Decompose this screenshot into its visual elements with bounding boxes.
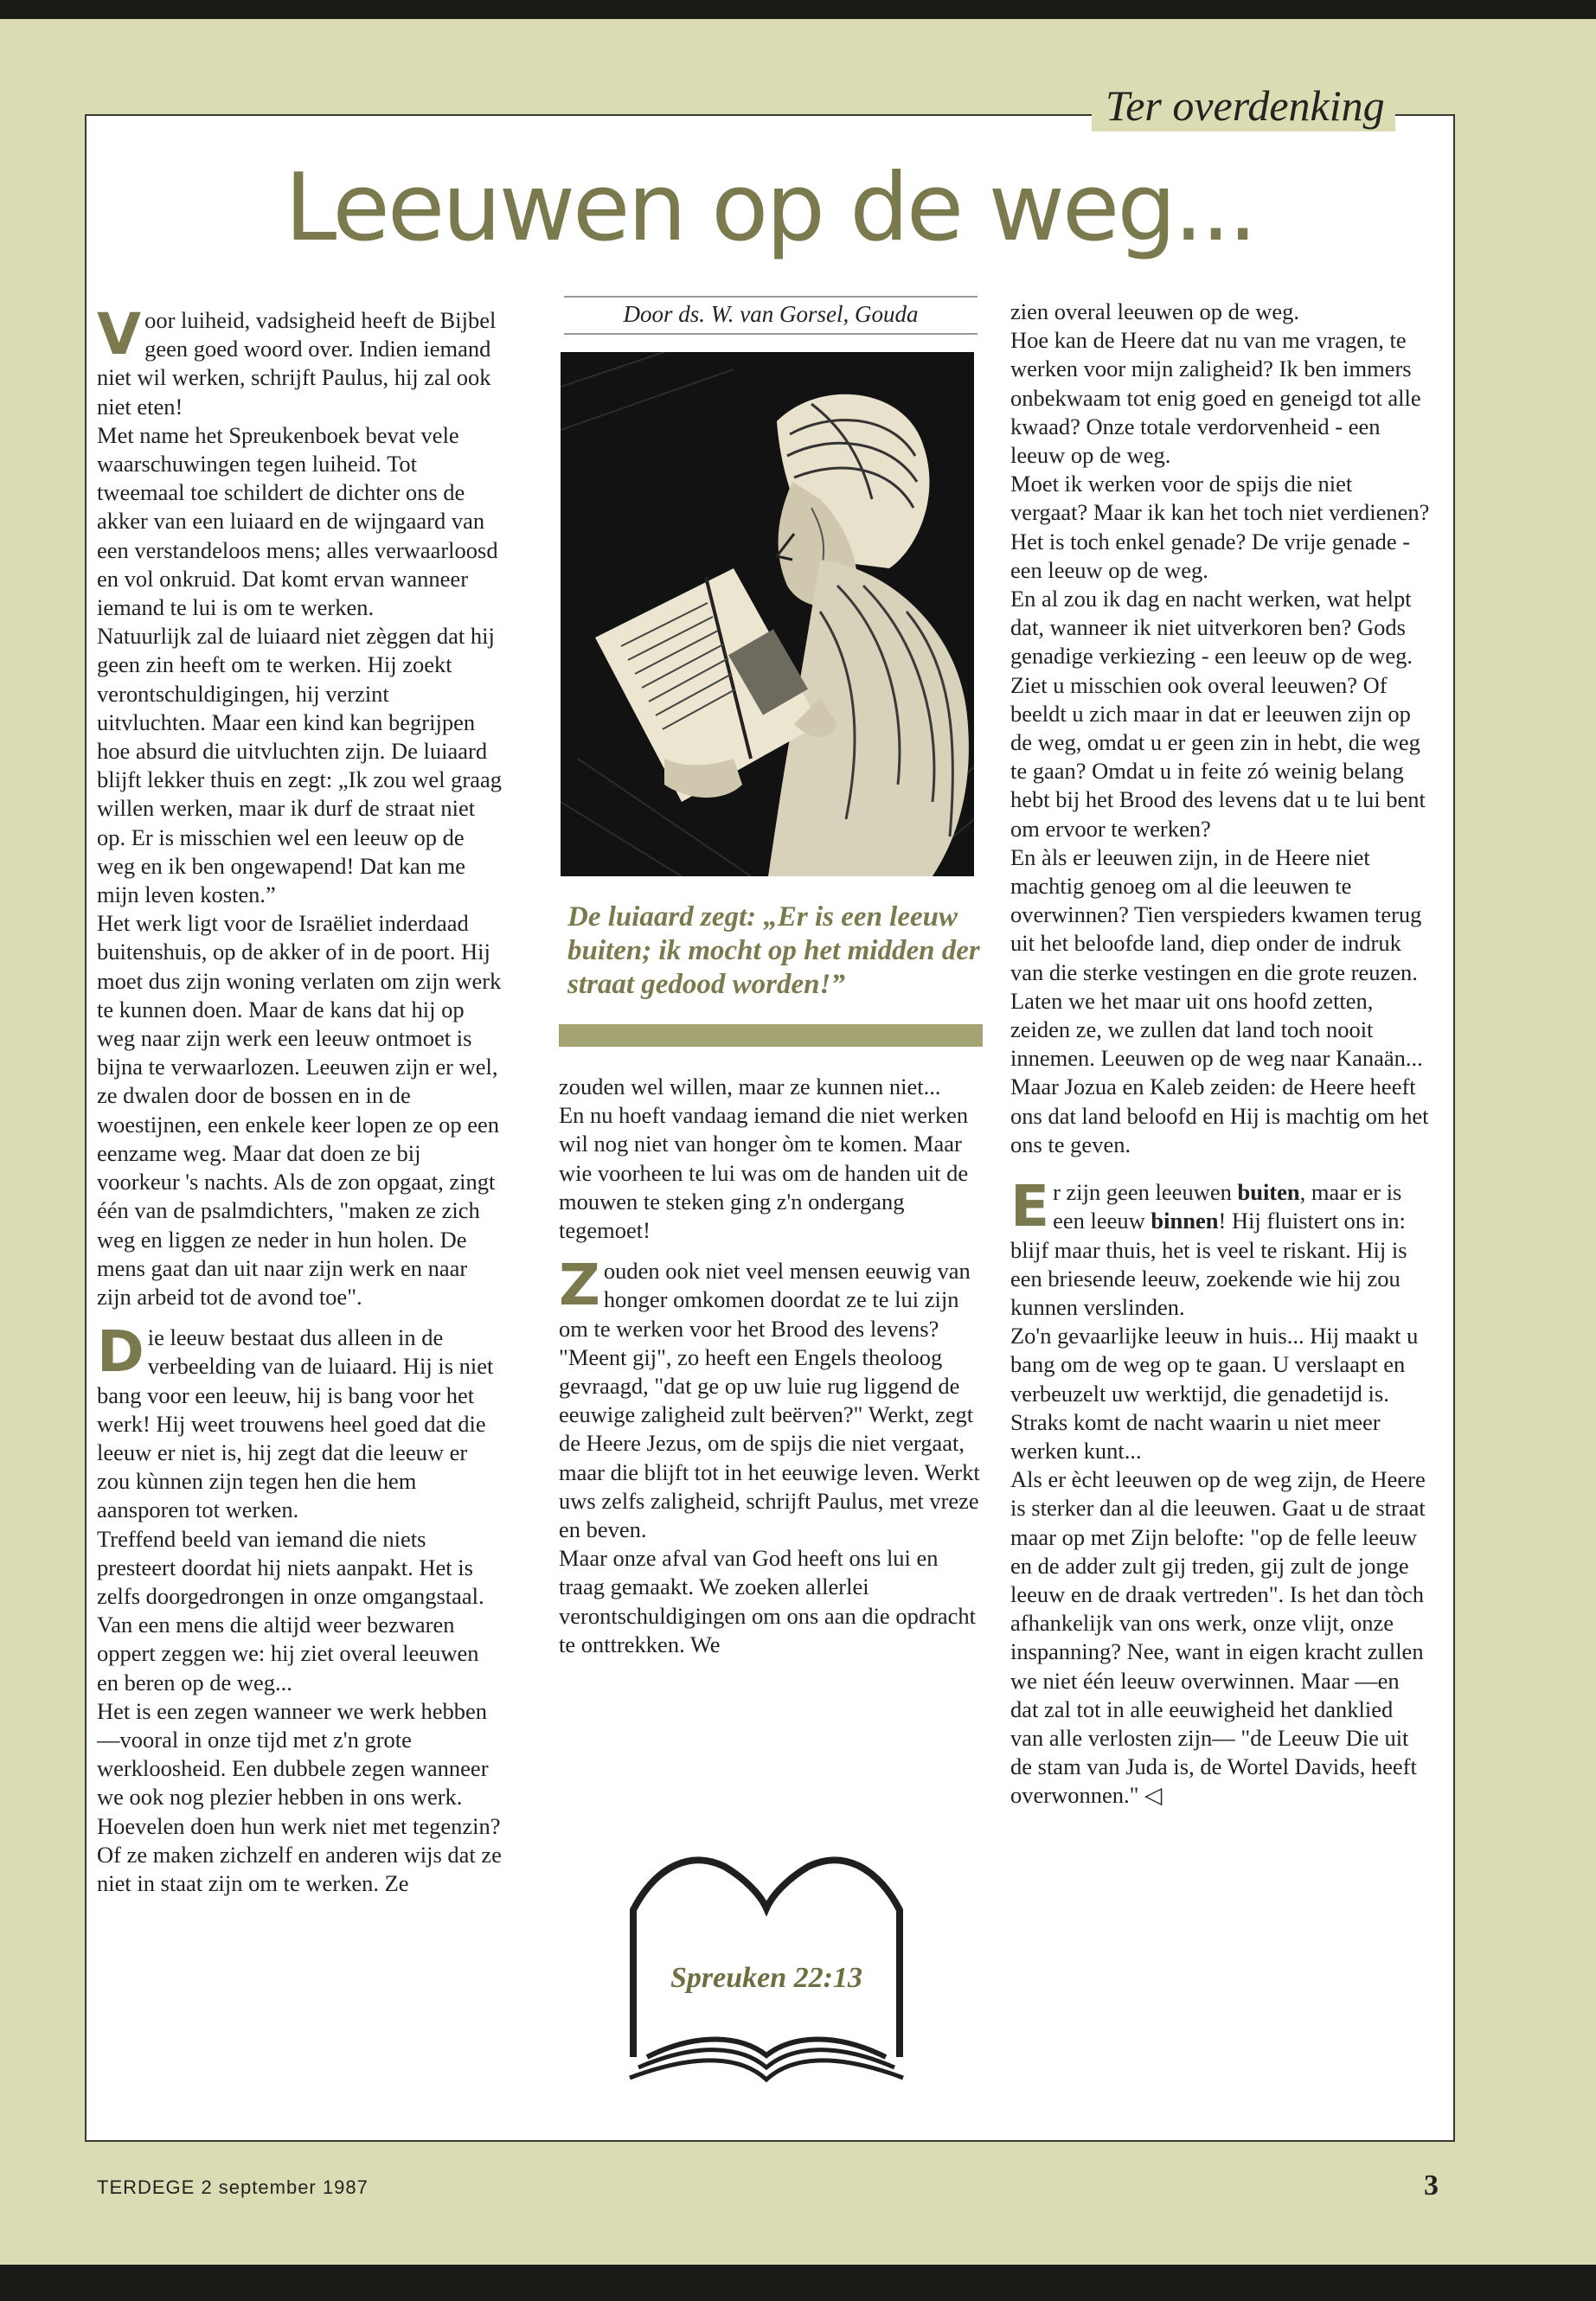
accent-bar (559, 1024, 983, 1047)
paragraph: Zouden ook niet veel mensen eeuwig van honger omkomen doordat ze te lui zijn om te werken voor het Brood des levens? "Meent gij", zo heeft een Engels theoloog gevraagd, "dat ge op uw luie rug liggend de eeuwige zaligheid zult beërven?" Werkt, zegt de Heere Jezus, om de spijs die niet vergaat, maar die blijft tot in het eeuwige leven. Werkt uws zelfs zaligheid, schrijft Paulus, met vreze en beven. (559, 1252, 980, 1543)
paragraph: Er zijn geen leeuwen buiten, maar er is een leeuw binnen! Hij fluistert ons in: blijf maar thuis, het is veel te riskant. Hij is een briesende leeuw, zoekende wie hij zou kunnen verslinden. (1010, 1173, 1407, 1320)
drop-cap: V (97, 301, 142, 368)
paragraph: En nu hoeft vandaag iemand die niet werken wil nog niet van honger òm te komen. Maar wie voorheen te lui was om de handen uit de mouwen te steken ging z'n ondergang tegemoet! (559, 1102, 969, 1244)
reading-figure-illustration (561, 352, 974, 876)
top-band (0, 0, 1596, 19)
woodcut-image (561, 352, 974, 876)
article-column-right (1010, 298, 1431, 1811)
byline: Door ds. W. van Gorsel, Gouda (564, 296, 977, 335)
paragraph: zien overal leeuwen op de weg. (1010, 298, 1300, 324)
drop-cap: E (1010, 1173, 1050, 1240)
emphasis: buiten (1237, 1179, 1300, 1206)
paragraph: Het is een zegen wanneer we werk hebben —vooral in onze tijd met z'n grote werkloosheid. Een dubbele zegen wanneer we ook nog plezier hebben in ons werk. Hoevelen doen hun werk niet met tegenzin? Of ze maken zichzelf en anderen wijs dat ze niet in staat zijn om te werken. Ze (97, 1697, 502, 1896)
paragraph: Als er ècht leeuwen op de weg zijn, de Heere is sterker dan al die leeuwen. Gaat u de straat maar op met Zijn belofte: "op de felle leeuw en de adder zult gij treden, gij zult de jonge leeuw en de draak vertreden". Is het dan tòch afhankelijk van ons werk, onze vlijt, onze inspanning? Nee, want in eigen kracht zullen we niet één leeuw overwinnen. Maar —en dat zal tot in alle eeuwigheid het danklied van alle verlosten zijn— "de Leeuw Die uit de stam van Juda is, de Wortel Davids, heeft overwonnen." ◁ (1010, 1466, 1426, 1809)
page-number: 3 (1424, 2170, 1439, 2202)
paragraph: En àls er leeuwen zijn, in de Heere niet machtig genoeg om al die leeuwen te overwinnen? Tien verspieders kwamen terug uit het beloofde land, diep onder de indruk van die sterke vestingen en die grote reuzen. Laten we het maar uit ons hoofd zetten, zeiden ze, we zullen dat land toch nooit innemen. Leeuwen op de weg naar Kanaän... Maar Jozua en Kaleb zeiden: de Heere heeft ons dat land beloofd en Hij is machtig om het ons te geven. (1010, 843, 1429, 1157)
scripture-frame (621, 1841, 912, 2086)
section-label: Ter overdenking (1092, 80, 1395, 131)
bottom-band (0, 2265, 1596, 2301)
article-column-middle-text (559, 1073, 983, 1659)
paragraph: Moet ik werken voor de spijs die niet vergaat? Maar ik kan het toch niet verdienen? Het is toch enkel genade? De vrije genade - een leeuw op de weg. (1010, 471, 1430, 583)
paragraph: zouden wel willen, maar ze kunnen niet... (559, 1074, 941, 1099)
page-title: Leeuwen op de weg... (285, 154, 1255, 262)
drop-cap: Z (559, 1252, 600, 1319)
article-column-middle (559, 296, 983, 1659)
drop-cap: D (97, 1318, 144, 1386)
paragraph: Met name het Spreukenboek bevat vele waarschuwingen tegen luiheid. Tot tweemaal toe schildert de dichter ons de akker van een luiaard en de wijngaard van een verstandeloos mens; alles verwaarloosd en vol onkruid. Dat komt ervan wanneer iemand te lui is om te werken. (97, 421, 498, 621)
pull-quote: De luiaard zegt: „Er is een leeuw buiten; ik mocht op het midden der straat gedood worden!” (567, 901, 980, 1000)
paragraph: Zo'n gevaarlijke leeuw in huis... Hij maakt u bang om de weg op te gaan. U verslaapt en verbeuzelt uw werktijd, die genadetijd is. Straks komt de nacht waarin u niet meer werken kunt... (1010, 1323, 1419, 1464)
paragraph: Maar onze afval van God heeft ons lui en traag gemaakt. We zoeken allerlei verontschuldigingen om ons aan die opdracht te onttrekken. We (559, 1545, 977, 1657)
paragraph: Ziet u misschien ook overal leeuwen? Of beeldt u zich maar in dat er leeuwen zijn op de weg, omdat u er geen zin in hebt, die weg te gaan? Omdat u in feite zó weinig belang hebt bij het Brood des levens dat u te lui bent om ervoor te werken? (1010, 671, 1426, 842)
paragraph: Treffend beeld van iemand die niets presteert doordat hij niets aanpakt. Het is zelfs doorgedrongen in onze omgangstaal. Van een mens die altijd weer bezwaren oppert zeggen we: hij ziet overal leeuwen en beren op de weg... (97, 1525, 484, 1695)
paragraph: Het werk ligt voor de Israëliet inderdaad buitenshuis, op de akker of in de poort. Hij moet dus zijn woning verlaten om zijn werk te kunnen doen. Maar de kans dat hij op weg naar zijn werk een leeuw ontmoet is bijna te verwaarlozen. Leeuwen zijn er wel, ze dwalen door de bossen en in de woestijnen, een enkele keer lopen ze op een eenzame weg. Maar dat doen ze bij voorkeur 's nachts. Als de zon opgaat, zingt één van de psalmdichters, "maken ze zich weg en liggen ze neder in hun holen. De mens gaat dan uit naar zijn werk en naar zijn arbeid tot de avond toe". (97, 910, 502, 1310)
footer-publication: TERDEGE 2 september 1987 (97, 2176, 369, 2198)
article-column-left (97, 294, 503, 1898)
emphasis: binnen (1151, 1208, 1219, 1234)
paragraph: Hoe kan de Heere dat nu van me vragen, te werken voor mijn zaligheid? Ik ben immers onbekwaam tot enig goed en geneigd tot alle kwaad? Onze totale verdorvenheid - een leeuw op de weg. (1010, 327, 1421, 469)
paragraph: Voor luiheid, vadsigheid heeft de Bijbel geen goed woord over. Indien iemand niet wil werken, schrijft Paulus, hij zal ook niet eten! (97, 301, 497, 420)
paragraph: Natuurlijk zal de luiaard niet zèggen dat hij geen zin heeft om te werken. Hij zoekt verontschuldigingen, hij verzint uitvluchten. Maar een kind kan begrijpen hoe absurd die uitvluchten zijn. De luiaard blijft lekker thuis en zegt: „Ik zou wel graag willen werken, maar ik durf de straat niet op. Er is misschien wel een leeuw op de weg en ik ben ongewapend! Dat kan me mijn leven kosten.” (97, 623, 502, 908)
scripture-reference: Spreuken 22:13 (670, 1962, 862, 1994)
paragraph: Die leeuw bestaat dus alleen in de verbeelding van de luiaard. Hij is niet bang voor een leeuw, hij is bang voor het werk! Hij weet trouwens heel goed dat die leeuw er niet is, hij zegt dat die leeuw er zou kùnnen zijn tegen hen die hem aansporen tot werken. (97, 1318, 494, 1523)
paragraph: En al zou ik dag en nacht werken, wat helpt dat, wanneer ik niet uitverkoren ben? Gods genadige verkiezing - een leeuw op de weg. (1010, 586, 1413, 670)
